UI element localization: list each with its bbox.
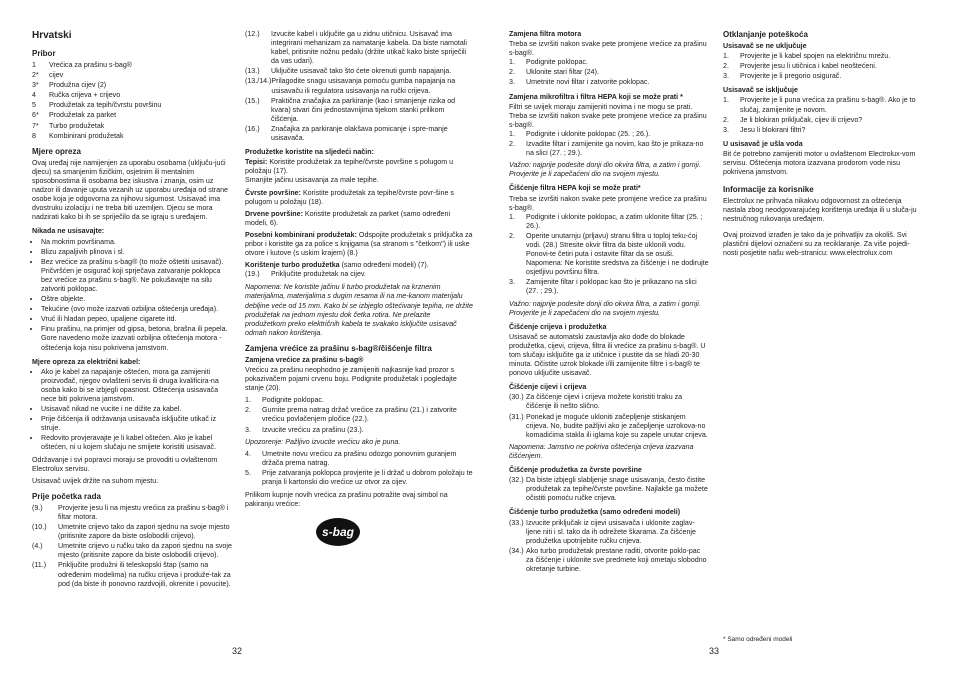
buy-text: Prilikom kupnje novih vrećica za prašinu potražite ovaj simbol na pakiranju vrećice: xyxy=(245,491,448,509)
list-item: 1 Vrećica za prašinu s-bag® xyxy=(32,61,133,69)
step: 3. Provjerite je li pregorio osigurač. xyxy=(723,72,842,81)
prije-heading: Prije početka rada xyxy=(32,491,101,501)
drvene-text: Drvene površine: Koristite produžetak za parket (samo određeni modeli, 6). xyxy=(245,209,451,227)
list-item: • Bez vrećice za prašinu s-bag® (to može oštetiti usisavač). Pričvršćen je osigurač koji sprječava zatvaranje poklopca bez vrećice za prašinu s-bag®. Ne pokušavajte na silu zatvoriti poklopac. xyxy=(41,258,232,294)
step: 2. Provjerite jesu li utičnica i kabel neoštećeni. xyxy=(723,62,877,71)
step: (4.) Umetnite crijevo u ručku tako da zapori sjednu na svoje mjesto (pritisnite zapore da biste oslobodili crijevo). xyxy=(32,542,232,560)
informacije-heading: Informacije za korisnike xyxy=(723,185,814,195)
produzeci-heading: Produžetke koristite na sljedeći način: xyxy=(245,148,374,157)
step: (12.) Izvucite kabel i uključite ga u zidnu utičnicu. Usisavač ima integrirani mehanizam za namatanje kabela. Da biste namotali kabel, pritisnite nožnu pedalu (držite utikač kako biste spriječili da vas udari). xyxy=(245,30,467,66)
filtar-motora-intro: Treba se izvršiti nakon svake pete promjene vrećice za prašinu s-bag®. xyxy=(509,40,707,58)
tepisi-text: Tepisi: Koristite produžetak za tepihe/čvrste površine s polugom u položaju (17). Smanjite jačinu usisavanja za male tepihe. xyxy=(245,158,454,185)
list-item: 4 Ručka crijeva + crijevo xyxy=(32,91,121,100)
step: (13./14.) Prilagodite snagu usisavanja pomoću gumba napajanja na usisavaču ili regulatora usisavanja na ručki crijeva. xyxy=(245,77,456,95)
step: (13.) Uključite usisavač tako što ćete okrenuti gumb napajanja. xyxy=(245,67,452,76)
s-bag-logo-icon xyxy=(315,517,361,547)
zamjena-vrecice-sub: Zamjena vrećice za prašinu s-bag® xyxy=(245,355,364,364)
list-item: 5 Produžetak za tepih/čvrstu površinu xyxy=(32,101,162,110)
list-item: • Oštre objekte. xyxy=(41,295,232,304)
page-number-left: 32 xyxy=(232,646,243,656)
svg-text:s-bag: s-bag xyxy=(321,525,355,540)
step: (10.) Umetnite crijevo tako da zapori sjednu na svoje mjesto (pritisnite zapore da biste oslobodili crijevo). xyxy=(32,523,230,541)
pribor-heading: Pribor xyxy=(32,49,56,58)
step: (9.) Provjerite jesu li na mjestu vrećica za prašinu s-bag® i filtar motora. xyxy=(32,503,229,521)
crijevo-sub: Čišćenje cijevi i crijeva xyxy=(509,383,587,392)
step: (15.) Praktična značajka za parkiranje (kao i smanjenje rizika od kvara) stvari čini jednostavnijima tijekom stanki prilikom čišćenja. xyxy=(245,96,456,123)
electric-list xyxy=(32,368,232,453)
service-text: Održavanje i svi popravci moraju se provoditi u ovlaštenom Electrolux servisu. xyxy=(32,455,218,473)
list-item: • Ako je kabel za napajanje oštećen, mora ga zamijeniti proizvođač, njegov ovlašteni servis ili druga kvalificira-na osoba kako bi se izbjegli opasnost. Oštećenja usisavača nece biti pokrivena jamstvom. xyxy=(41,368,232,404)
otklanjanje-heading: Otklanjanje poteškoća xyxy=(723,30,808,39)
step: 3. Umetnite novi filtar i zatvorite poklopac. xyxy=(509,78,650,87)
crijevo-intro: Usisavač se automatski zaustavlja ako dođe do blokade produžetka, cijevi, crijeva, filtra ili vrećice za prašinu s-bag®. U tom slučaju isključite ga iz utičnice i pustite da se hladi 20-30 minuta. Očistite uzrok blokade i/ili zamijenite filtre i s-bag® te ponovo uključite usisavač. xyxy=(509,332,706,378)
step: 1. Podignite i uklonite poklopac, a zatim uklonite filtar (25. ; 26.). xyxy=(509,212,703,230)
otklanjanje-sub2: Usisavač se isključuje xyxy=(723,86,798,95)
list-item: • Usisavač nikad ne vucite i ne dižite za kabel. xyxy=(41,405,232,414)
step: 1. Podignite poklopac. xyxy=(509,58,588,67)
filtar-motora-heading: Zamjena filtra motora xyxy=(509,30,582,38)
list-item: • Redovito provjeravajte je li kabel oštećen. Ako je kabel oštećen, ni u kojem slučaju ne smijete koristiti usisavač. xyxy=(41,434,232,452)
list-item: • Prije čišćenja ili održavanja usisavača isključite utikač iz struje. xyxy=(41,415,232,433)
hepa-intro: Treba se izvršiti nakon svake pete promjene vrećice za prašinu s-bag®. xyxy=(509,194,707,212)
list-item: • Finu prašinu, na primjer od gipsa, betona, brašna ili pepela. Gore navedeno može izazvati ozbiljna oštećenja motora - oštećenja koja nisu pokrivena jamstvom. xyxy=(41,325,232,352)
list-item: 3* Produžna cijev (2) xyxy=(32,81,107,90)
page-title: Hrvatski xyxy=(32,30,72,41)
cvrste-text: Čvrste površine: Koristite produžetak za tepihe/čvrste povr-šine s polugom u položaju (18). xyxy=(245,188,454,206)
step: 1. Provjerite je li kabel spojen na električnu mrežu. xyxy=(723,52,891,61)
warning-text: Upozorenje: Pažljivo izvucite vrećicu ako je puna. xyxy=(245,437,401,446)
never-heading: Nikada ne usisavajte: xyxy=(32,227,105,236)
crijevo-heading: Čišćenje crijeva i produžetka xyxy=(509,322,607,331)
list-item: 6* Produžetak za parket xyxy=(32,111,117,120)
step: 5. Prije zatvaranja poklopca provjerite je li držač u dobrom položaju te pranja li kartonski dio vrećice uz otvor za cijev. xyxy=(245,468,473,487)
list-item: 2* cijev xyxy=(32,71,64,80)
step: (34.) Ako turbo produžetak prestane raditi, otvorite poklo-pac za čišćenje i uklonite sve predmete koji ometaju slobodno okretanje turbine. xyxy=(509,546,707,573)
zamjena-intro: Vrećicu za prašinu neophodno je zamijeniti najkasnije kad prozor s pokazivačem pojami crvenu boju. Podignite produžetak i pogledajte stanje (20). xyxy=(245,366,457,393)
mikrofiltar-intro: Filtri se uvijek moraju zamijeniti novima i ne mogu se prati. Treba se izvršiti nakon svake pete promjene vrećice za prašinu s-bag®. xyxy=(509,102,707,129)
turbo-ciscenje-heading: Čišćenje turbo produžetka (samo određeni modeli) xyxy=(509,508,681,517)
dry-text: Usisavač uvijek držite na suhom mjestu. xyxy=(32,476,159,485)
step: 3. Izvucite vrećicu za prašinu (23.). xyxy=(245,425,364,434)
step: 2. Izvadite filtar i zamijenite ga novim, kao što je prikaza-no na slici (27. ; 29.). xyxy=(509,140,704,158)
step: (32.) Da biste izbjegli slabljenje snage usisavanja, često čistite produžetak za tepihe/čvrste površine. Najlakše ga možete očistiti pomoću ručke crijeva. xyxy=(509,476,708,503)
cvrste-heading: Čišćenje produžetka za čvrste površine xyxy=(509,466,642,475)
otklanjanje-sub1: Usisavač se ne uključuje xyxy=(723,42,807,50)
step: (30.) Za čišćenje cijevi i crijeva možete koristiti traku za čišćenje ili nešto slično. xyxy=(509,393,683,411)
list-item: • Blizu zapaljivih plinova i sl. xyxy=(41,248,232,257)
step: 1. Podignite i uklonite poklopac (25. ; 26.). xyxy=(509,129,651,138)
step: 2. Operite unutarnju (prljavu) stranu filtra u toploj teku-ćoj vodi. (28.) Stresite okvir filtra da biste uklonili vodu. Ponovi-te četiri puta i ostavite filtar da se osuši. Napomena: Ne koristite sredstva za čišćenje i ne dodirujte osjetljivu površinu filtra. xyxy=(509,231,709,277)
informacije-p2: Ovaj proizvod izrađen je tako da je prihvatljiv za okoliš. Svi plastični dijelovi označeni su za reciklaranje. Za više pojedi-nosti posjetite našu web-stranicu: www.electrolux.com xyxy=(723,230,910,257)
step: 3. Jesu li blokirani filtri? xyxy=(723,125,806,134)
step: 4. Umetnite novu vrećicu za prašinu odozgo ponovnim guranjem držača prema natrag. xyxy=(245,449,457,467)
opreza-heading: Mjere opreza xyxy=(32,146,81,156)
water-text: Bit će potrebno zamijeniti motor u ovlaštenom Electrolux-vom servisu. Oštećenja motora izazvana prodorom vode nisu pokrivena jamstvom. xyxy=(723,149,916,177)
step: (33.) Izvucite priključak iz cijevi usisavača i uklonite zaglav-ljene niti i sl. tako da ih odrežete škarama. Za čišćenje produžetka upotrijebite ručku crijeva. xyxy=(509,518,696,545)
otklanjanje-sub3: U usisavač je ušla voda xyxy=(723,139,803,148)
step: 2. Uklonite stari filtar (24). xyxy=(509,68,599,77)
never-list xyxy=(32,238,232,353)
step: 2. Je li blokiran priključak, cijev ili crijevo? xyxy=(723,115,863,124)
step: (31.) Ponekad je moguće ukloniti začepljenje stiskanjem crijeva. No, budite pažljivi ako je začepljenje uzrokova-no komadićima stakla ili iglama koje su zapele unutar crijeva. xyxy=(509,412,708,439)
list-item: • Tekućine (ovo može izazvati ozbiljna oštećenja uređaja). xyxy=(41,305,232,314)
step: 1. Podignite poklopac. xyxy=(245,396,324,405)
informacije-p1: Electrolux ne prihvaća nikakvu odgovornost za oštećenja nastala zbog neodgovarajućeg korištenja uređaja ili u sluča-ju nestručnog rukovanja uređajem. xyxy=(723,197,917,224)
list-item: • Na mokrim površinama. xyxy=(41,238,232,247)
turbo-text: Korištenje turbo produžetka (samo određeni modeli) (7). xyxy=(245,261,429,270)
column-2 xyxy=(245,30,473,550)
page-number-right: 33 xyxy=(709,646,720,656)
pribor-list xyxy=(32,61,232,141)
footnote: * Samo određeni modeli xyxy=(723,636,793,643)
list-item: 7* Turbo produžetak xyxy=(32,121,105,130)
electric-heading: Mjere opreza za električni kabel: xyxy=(32,357,141,366)
step: (11.) Priključite produžni ili teleskopski štap (samo na određenim modelima) na ručku crijeva i produže-tak za pod (da biste ih ponovno razdvojili, okrenite i povucite). xyxy=(32,561,231,588)
step: 1. Provjerite je li puna vrećica za prašinu s-bag®. Ako je to slučaj, zamijenite je novom. xyxy=(723,96,916,114)
column-1 xyxy=(32,30,232,590)
list-item: 8 Kombinirani produžetak xyxy=(32,131,124,140)
mikrofiltar-heading: Zamjena mikrofiltra i filtra HEPA koji se može prati * xyxy=(509,92,683,101)
column-3 xyxy=(509,30,709,575)
hepa-heading: Čišćenje filtra HEPA koji se može prati* xyxy=(509,184,641,193)
mikrofiltar-note: Važno: najprije podesite donji dio okvira filtra, a zatim i gornji. Provjerite je li zapečaćeni dio na svojem mjestu. xyxy=(509,161,701,179)
step: 3. Zamijenite filtar i poklopac kao što je prikazano na slici (27. ; 29.). xyxy=(509,278,697,296)
step: 2. Gurnite prema natrag držač vrećice za prašinu (21.) i zatvorite vrećicu povlačenjem pločice (22.). xyxy=(245,406,457,424)
column-4 xyxy=(723,30,923,261)
list-item: • Vruć ili hladan pepeo, upaljene cigarete itd. xyxy=(41,315,232,324)
step: (19.) Priključite produžetak na cijev. xyxy=(245,270,366,279)
turbo-note: Napomena: Ne koristite jačinu li turbo produžetak na krznenim materijalima, materijalima s dugim resama ili na me-kanom materijalu debljine veće od 15 mm. Kako bi se izbjeglo oštećivanje tepiha, ne držite produžetak na jednom mjestu dok četka rotira. Ne prelazite produžetkom preko električnih kabela te svakako isključite usisavač odmah nakon korištenja. xyxy=(245,283,473,337)
zamjena-vrecice-heading: Zamjena vrećice za prašinu s-bag®/čišćenje filtra xyxy=(245,343,432,353)
step: (16.) Značajka za parkiranje olakšava pomicanje i spre-manje usisavača. xyxy=(245,124,448,143)
opreza-intro: Ovaj uređaj nije namijenjen za uporabu osobama (uključu-jući djecu) sa smanjenim fizičkim, osjetnim ili mentalnim sposobnostima ili osobama bez iskustva i znanja, osim uz nadzor ili davanje uputa vezanih uz uporabu uređaja od strane osobe koja je odgovorna za njihovu sigurnost. Usisavač ima dvostruku izolaciju i ne treba biti uzemljen. Djecu se mora nadzirati kako bi ih se spriječilo da se igraju s uređajem. xyxy=(32,158,229,222)
crijevo-note: Napomena: Jamstvo ne pokriva oštećenja crijeva izazvana čišćenjem. xyxy=(509,442,694,460)
hepa-note: Važno: najprije podesite donji dio okvira filtra, a zatim i gornji. Provjerite je li zapečaćeni dio na svojem mjestu. xyxy=(509,299,701,317)
kombi-text: Posebni kombinirani produžetak: Odspojite produžetak s priključka za pribor i koristite ga za police s knjigama (sa stranom s "četkom") ili uske otvore i kutove (s uskim krajem) (8.) xyxy=(245,230,473,258)
